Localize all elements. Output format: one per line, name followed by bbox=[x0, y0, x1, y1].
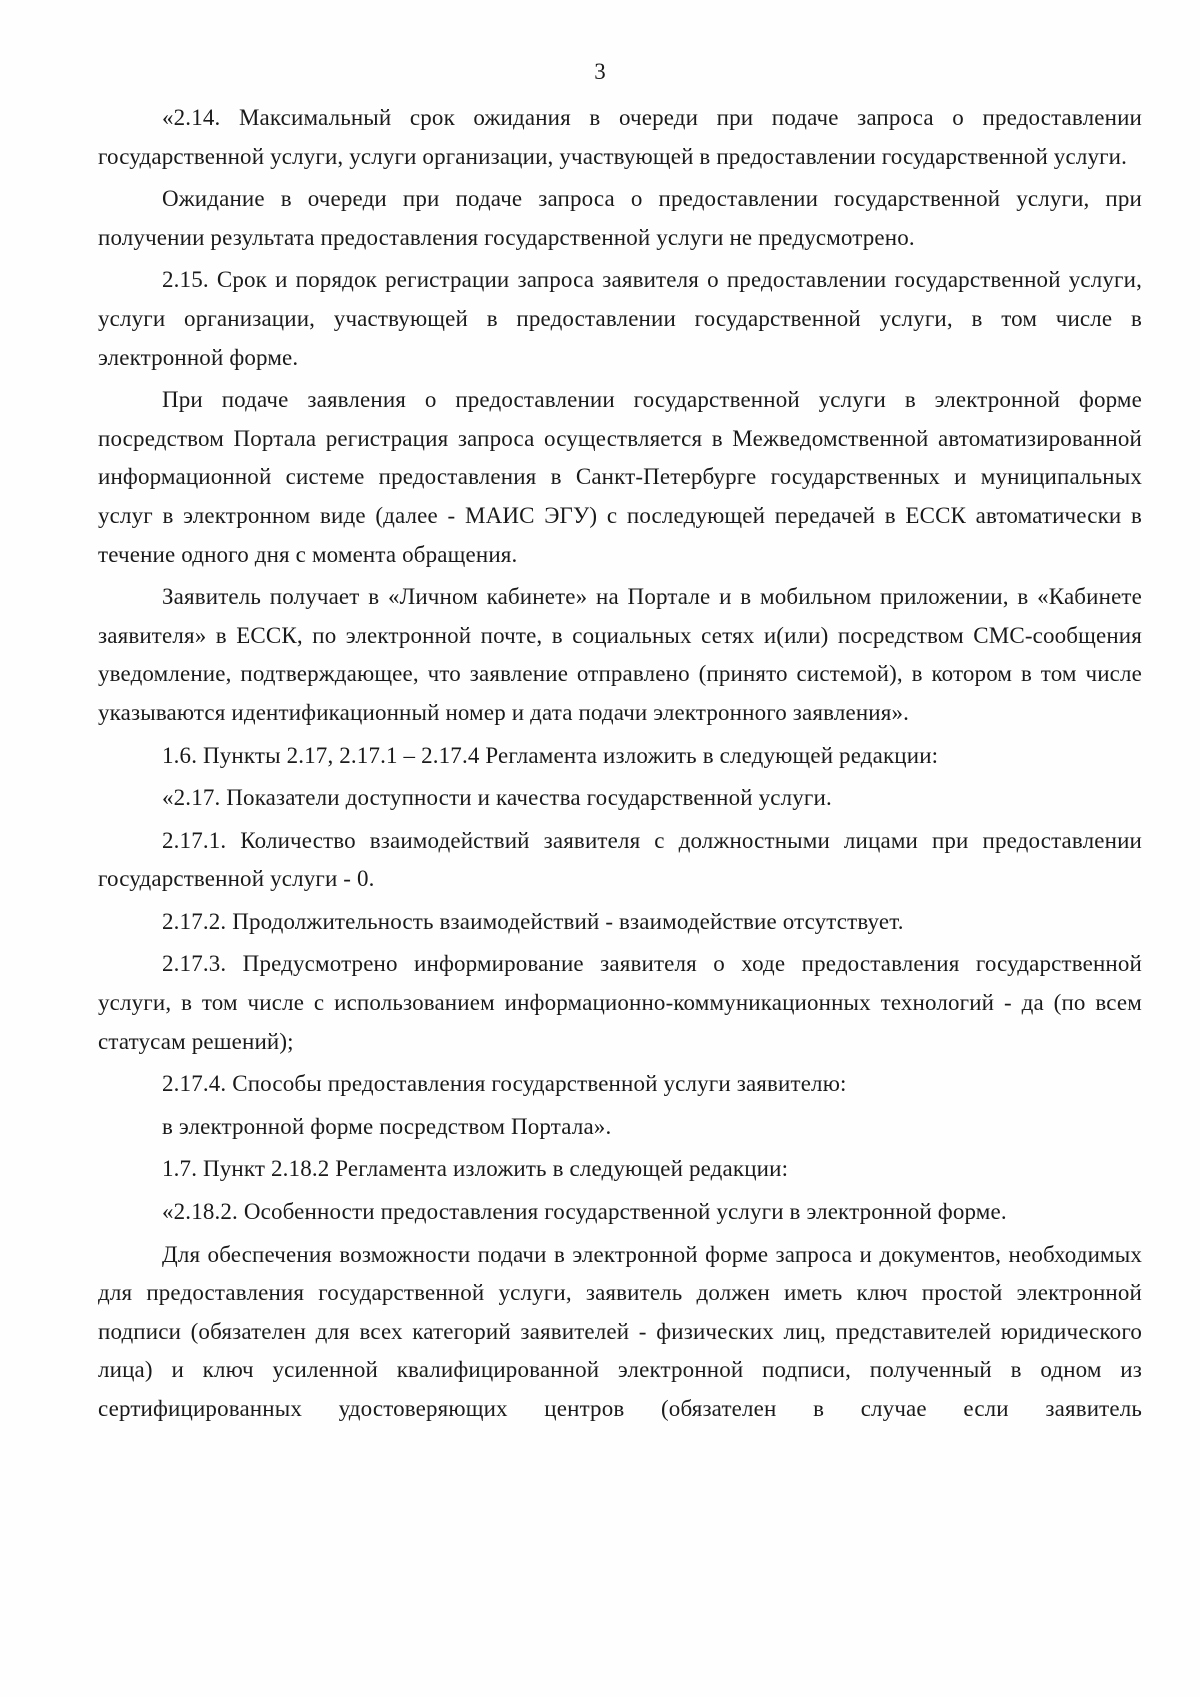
paragraph-2-17-3: 2.17.3. Предусмотрено информирование заявителя о ходе предоставления государственной услуги, в том числе с использованием информационно-коммуникационных технологий - да (по всем статусам решений); bbox=[98, 951, 1142, 1054]
paragraph-portal-registration: При подаче заявления о предоставлении государственной услуги в электронной форме посредством Портала регистрация запроса осуществляется в Межведомственной автоматизированной информационной системе предоставления в Санкт-Петербурге государственных и муниципальных услуг в электронном виде (далее - МАИС ЭГУ) с последующей передачей в ЕССК автоматически в течение одного дня с момента обращения. bbox=[98, 387, 1142, 567]
paragraph-2-14-heading: «2.14. Максимальный срок ожидания в очереди при подаче запроса о предоставлении государственной услуги, услуги организации, участвующей в предоставлении государственной услуги. bbox=[98, 105, 1142, 169]
paragraph-2-17-1: 2.17.1. Количество взаимодействий заявителя с должностными лицами при предоставлении государственной услуги - 0. bbox=[98, 827, 1142, 892]
page-number: 3 bbox=[594, 59, 606, 84]
paragraph-1-6-amendment: 1.6. Пункты 2.17, 2.17.1 – 2.17.4 Регламента изложить в следующей редакции: bbox=[162, 742, 939, 768]
paragraph-2-17-2: 2.17.2. Продолжительность взаимодействий - взаимодействие отсутствует. bbox=[162, 908, 904, 934]
paragraph-2-18-2-heading: «2.18.2. Особенности предоставления государственной услуги в электронной форме. bbox=[162, 1199, 1007, 1225]
paragraph-electronic-signature: Для обеспечения возможности подачи в электронной форме запроса и документов, необходимых для предоставления государственной услуги, заявитель должен иметь ключ простой электронной подписи (обязателен для всех категорий заявителей - физических лиц, представителей юридического лица) и ключ усиленной квалифицированной электронной подписи, полученный в одном из сертифицированных удостоверяющих центров (обязателен в случае если заявитель bbox=[98, 1241, 1142, 1421]
paragraph-2-17-4: 2.17.4. Способы предоставления государственной услуги заявителю: bbox=[162, 1071, 847, 1097]
paragraph-1-7-amendment: 1.7. Пункт 2.18.2 Регламента изложить в следующей редакции: bbox=[162, 1156, 789, 1182]
paragraph-queue-waiting: Ожидание в очереди при подаче запроса о предоставлении государственной услуги, при получении результата предоставления государственной услуги не предусмотрено. bbox=[98, 186, 1142, 250]
paragraph-2-15-heading: 2.15. Срок и порядок регистрации запроса заявителя о предоставлении государственной услуги, услуги организации, участвующей в предоставлении государственной услуги, в том числе в электронной форме. bbox=[98, 267, 1142, 370]
paragraph-electronic-form-portal: в электронной форме посредством Портала». bbox=[162, 1113, 612, 1139]
paragraph-2-17-heading: «2.17. Показатели доступности и качества государственной услуги. bbox=[162, 785, 832, 811]
paragraph-applicant-notification: Заявитель получает в «Личном кабинете» на Портале и в мобильном приложении, в «Кабинете заявителя» в ЕССК, по электронной почте, в социальных сетях и(или) посредством СМС-сообщения уведомление, подтверждающее, что заявление отправлено (принято системой), в котором в том числе указываются идентификационный номер и дата подачи электронного заявления». bbox=[98, 584, 1142, 725]
document-body bbox=[98, 99, 1142, 1433]
